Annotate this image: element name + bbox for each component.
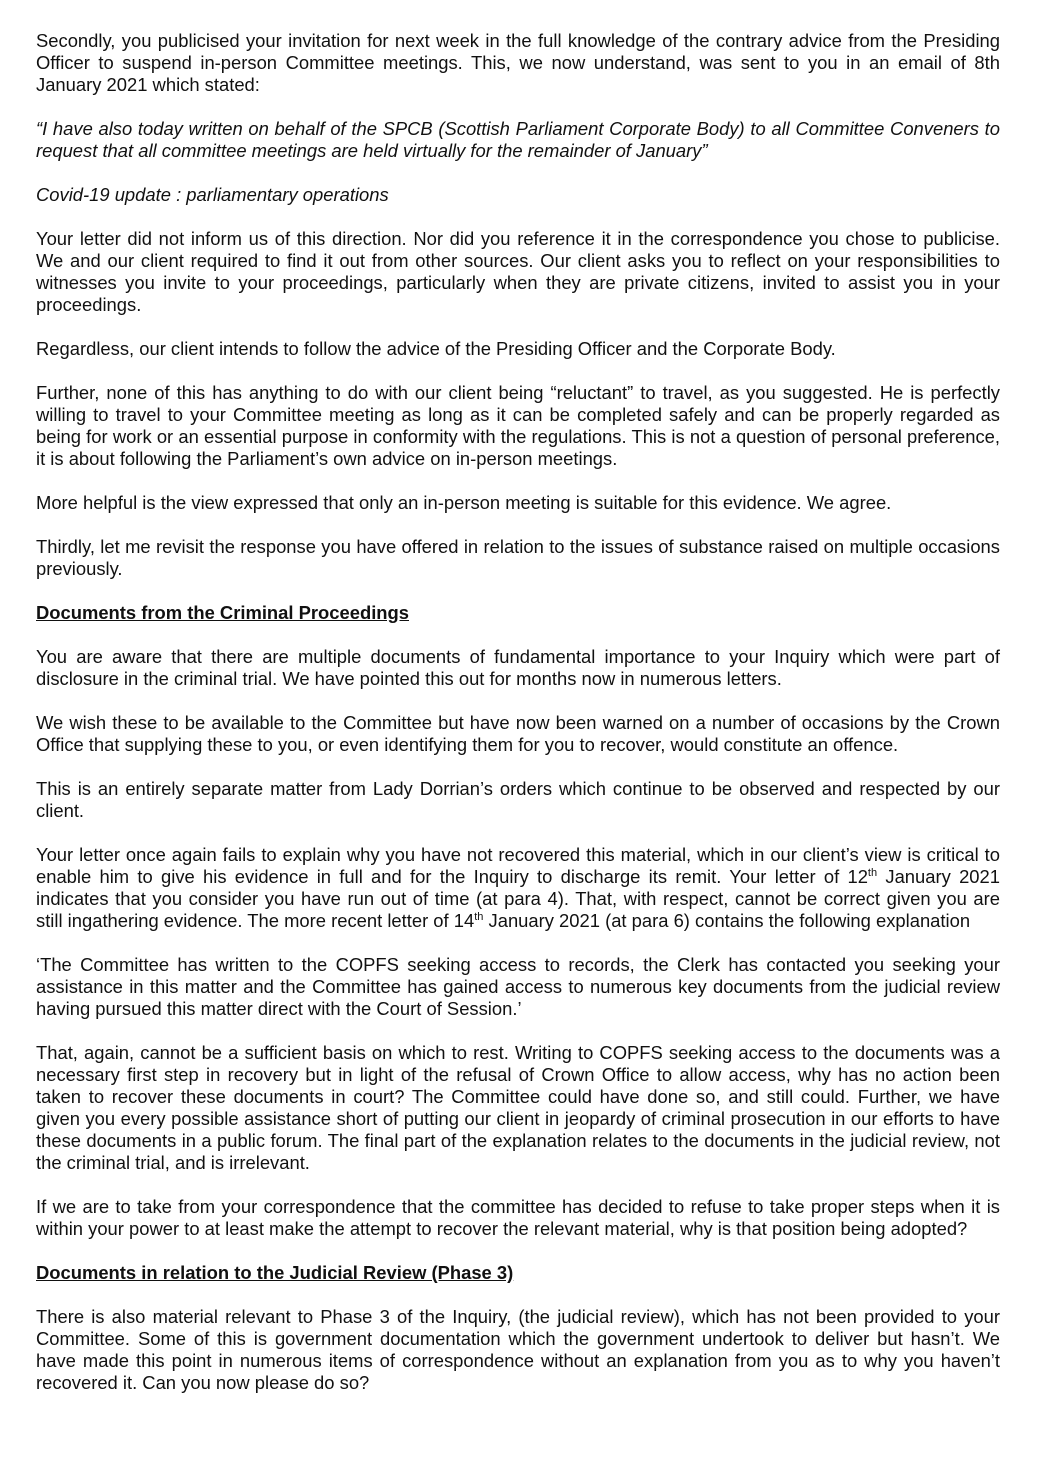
paragraph-crown-office-warning: We wish these to be available to the Committee but have now been warned on a number of occasions by the Crown Office that supplying these to you, or even identifying them for you to recover, would constitute an offence. bbox=[36, 712, 1000, 755]
paragraph-regardless: Regardless, our client intends to follow the advice of the Presiding Officer and the Corporate Body. bbox=[36, 338, 836, 359]
paragraph-insufficient-basis: That, again, cannot be a sufficient basis on which to rest. Writing to COPFS seeking access to the documents was a necessary first step in recovery but in light of the refusal of Crown Office to allow access, why has no action been taken to recover these documents in court? The Committee could have done so, and still could. Further, we have given you every possible assistance short of putting our client in jeopardy of criminal prosecution in our efforts to have these documents in a public forum. The final part of the explanation relates to the documents in the judicial review, not the criminal trial, and is irrelevant. bbox=[36, 1042, 1000, 1173]
quote-source: Covid-19 update : parliamentary operations bbox=[36, 184, 389, 205]
quote-spcb: “I have also today written on behalf of the SPCB (Scottish Parliament Corporate Body) to all Committee Conveners to request that all committee meetings are held virtually for the remainder of January” bbox=[36, 118, 1000, 161]
paragraph-thirdly: Thirdly, let me revisit the response you have offered in relation to the issues of substance raised on multiple occasions previously. bbox=[36, 536, 1000, 579]
paragraph-committee-quote: ‘The Committee has written to the COPFS seeking access to records, the Clerk has contacted you seeking your assistance in this matter and the Committee has gained access to numerous key documents from the judicial review having pursued this matter direct with the Court of Session.’ bbox=[36, 954, 1000, 1019]
paragraph-in-person-suitable: More helpful is the view expressed that only an in-person meeting is suitable for this evidence. We agree. bbox=[36, 492, 892, 513]
paragraph-lady-dorrian: This is an entirely separate matter from Lady Dorrian’s orders which continue to be observed and respected by our client. bbox=[36, 778, 1000, 821]
paragraph-letter-fails-explain bbox=[36, 844, 1000, 932]
paragraph-phase-3-material: There is also material relevant to Phase 3 of the Inquiry, (the judicial review), which has not been provided to your Committee. Some of this is government documentation which the government undertook to deliver but hasn’t. We have made this point in numerous items of correspondence without an explanation from you as to why you haven’t recovered it. Can you now please do so? bbox=[36, 1306, 1000, 1393]
paragraph-multiple-documents: You are aware that there are multiple documents of fundamental importance to your Inquiry which were part of disclosure in the criminal trial. We have pointed this out for months now in numerous letters. bbox=[36, 646, 1000, 689]
heading-judicial-review: Documents in relation to the Judicial Review (Phase 3) bbox=[36, 1262, 514, 1283]
paragraph-part-a: Your letter once again fails to explain why you have not recovered this material, which in our client’s view is critical to enable him to give his evidence in full and for the Inquiry to discharge its remit. Your letter of 12 bbox=[36, 844, 1000, 887]
ordinal-suffix: th bbox=[474, 911, 484, 923]
paragraph-part-c: January 2021 (at para 6) contains the following explanation bbox=[483, 910, 971, 931]
paragraph-letter-not-inform: Your letter did not inform us of this direction. Nor did you reference it in the correspondence you chose to publicise. We and our client required to find it out from other sources. Our client asks you to reflect on your responsibilities to witnesses you invite to your proceedings, particularly when they are private citizens, invited to assist you in your proceedings. bbox=[36, 228, 1000, 315]
paragraph-part-b: January 2021 indicates that you consider you have run out of time (at para 4). That, with respect, cannot be correct given you are still ingathering evidence. The more recent letter of 14 bbox=[36, 866, 1000, 931]
paragraph-position-adopted: If we are to take from your correspondence that the committee has decided to refuse to take proper steps when it is within your power to at least make the attempt to recover the relevant material, why is that position being adopted? bbox=[36, 1196, 1000, 1239]
heading-criminal-proceedings: Documents from the Criminal Proceedings bbox=[36, 602, 409, 623]
paragraph-presiding-officer-advice: Secondly, you publicised your invitation for next week in the full knowledge of the contrary advice from the Presiding Officer to suspend in-person Committee meetings. This, we now understand, was sent to you in an email of 8th January 2021 which stated: bbox=[36, 30, 1000, 95]
ordinal-suffix: th bbox=[867, 867, 878, 879]
paragraph-reluctant-travel: Further, none of this has anything to do with our client being “reluctant” to travel, as you suggested. He is perfectly willing to travel to your Committee meeting as long as it can be completed safely and can be properly regarded as being for work or an essential purpose in conformity with the regulations. This is not a question of personal preference, it is about following the Parliament’s own advice on in-person meetings. bbox=[36, 382, 1000, 469]
